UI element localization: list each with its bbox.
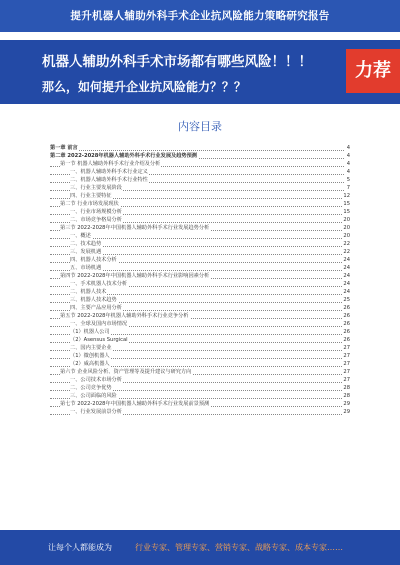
toc-entry-page: 4 [346, 145, 350, 151]
toc-entry-title: 三、发展机遇 [70, 249, 102, 255]
toc-entry-title: 一、行业发展前景分析 [70, 409, 122, 415]
toc-entry[interactable] [50, 248, 350, 256]
toc-entry-page: 26 [343, 305, 350, 311]
toc-entry-title: 第一章 前言 [50, 145, 78, 151]
toc-entry[interactable] [50, 200, 350, 208]
toc-entry[interactable] [50, 392, 350, 400]
toc-entry-page: 24 [343, 281, 350, 287]
toc-entry-page: 25 [343, 297, 350, 303]
toc-entry[interactable] [50, 184, 350, 192]
toc-entry-page: 29 [343, 401, 350, 407]
toc-entry[interactable] [50, 224, 350, 232]
toc-entry-page: 27 [343, 369, 350, 375]
toc-entry-page: 22 [343, 249, 350, 255]
toc-entry[interactable] [50, 360, 350, 368]
toc-entry[interactable] [50, 296, 350, 304]
toc-entry-title: 第六节 企业风险分析、资产管理等及提升建议与研究方向 [60, 369, 192, 375]
toc-entry-page: 24 [343, 289, 350, 295]
toc-entry-page: 7 [346, 185, 350, 191]
toc-entry[interactable] [50, 376, 350, 384]
toc-entry-page: 15 [343, 209, 350, 215]
toc-entry[interactable] [50, 288, 350, 296]
table-of-contents [50, 144, 350, 416]
toc-leader-dots [50, 232, 344, 239]
toc-entry[interactable] [50, 192, 350, 200]
toc-entry-page: 26 [343, 329, 350, 335]
toc-entry-page: 26 [343, 337, 350, 343]
toc-entry[interactable] [50, 384, 350, 392]
hero-panel [0, 40, 400, 104]
toc-entry-page: 27 [343, 345, 350, 351]
toc-entry-page: 5 [346, 177, 350, 183]
toc-entry[interactable] [50, 400, 350, 408]
toc-entry-title: 第四节 2022-2028年中国机器人辅助外科手术行业影响因素分析 [60, 273, 210, 279]
toc-entry-title: 第一节 机器人辅助外科手术行业介绍及分析 [60, 161, 161, 167]
toc-entry-page: 20 [343, 217, 350, 223]
toc-entry-page: 20 [343, 225, 350, 231]
footer-slogan: 让每个人都能成为 [48, 543, 112, 552]
toc-entry-title: （1）机器人公司 [70, 329, 110, 335]
toc-entry-page: 4 [346, 153, 350, 159]
toc-entry-page: 27 [343, 353, 350, 359]
toc-entry[interactable] [50, 144, 350, 152]
toc-entry-page: 24 [343, 257, 350, 263]
toc-entry-title: （2）威高机器人 [70, 361, 110, 367]
toc-entry-page: 4 [346, 169, 350, 175]
toc-entry[interactable] [50, 368, 350, 376]
toc-entry-title: 第五节 2022-2028年机器人辅助外科手术行业竞争分析 [60, 313, 189, 319]
toc-entry-title: 一、全球及国内市场情况 [70, 321, 128, 327]
toc-entry-title: 一、行业市场规模分析 [70, 209, 122, 215]
toc-entry[interactable] [50, 304, 350, 312]
toc-entry-title: 五、市场机遇 [70, 265, 102, 271]
toc-entry-title: 二、公司竞争优势 [70, 385, 112, 391]
footer-roles: 行业专家、管理专家、营销专家、战略专家、成本专家…… [135, 543, 343, 552]
toc-entry-title: 三、公司面临的风险 [70, 393, 117, 399]
toc-entry-page: 4 [346, 161, 350, 167]
toc-entry[interactable] [50, 312, 350, 320]
toc-entry-title: 一、概述 [70, 233, 91, 239]
toc-entry-title: 四、主要产品应用分析 [70, 305, 122, 311]
toc-entry-title: 二、国内主要企业 [70, 345, 112, 351]
toc-entry-title: 二、机器人技术 [70, 289, 107, 295]
hero-headline: 机器人辅助外科手术市场都有哪些风险！！！ [42, 54, 312, 70]
toc-entry-title: 三、行业主要发展阶段 [70, 185, 122, 191]
toc-entry[interactable] [50, 320, 350, 328]
toc-entry[interactable] [50, 352, 350, 360]
toc-entry-title: 一、公司技术市场分析 [70, 377, 122, 383]
toc-entry[interactable] [50, 240, 350, 248]
toc-entry-title: 二、市场竞争格局分析 [70, 217, 122, 223]
toc-entry-title: 一、手术机器人技术分析 [70, 281, 128, 287]
toc-entry-page: 26 [343, 313, 350, 319]
toc-entry-title: 二、机器人辅助外科手术行业特性 [70, 177, 148, 183]
toc-entry-title: 二、技术趋势 [70, 241, 102, 247]
toc-entry[interactable] [50, 256, 350, 264]
toc-entry-page: 27 [343, 361, 350, 367]
toc-entry[interactable] [50, 168, 350, 176]
toc-entry[interactable] [50, 344, 350, 352]
toc-entry-title: 第七节 2022-2028年中国机器人辅助外科手术行业发展前景预测 [60, 401, 210, 407]
recommend-stamp: 力荐 [346, 49, 400, 93]
footer-bar [0, 530, 400, 565]
toc-entry-page: 26 [343, 321, 350, 327]
toc-entry[interactable] [50, 408, 350, 416]
toc-entry-title: 四、机器人技术分析 [70, 257, 117, 263]
toc-entry[interactable] [50, 152, 350, 160]
toc-entry[interactable] [50, 176, 350, 184]
toc-entry-page: 20 [343, 233, 350, 239]
toc-entry[interactable] [50, 272, 350, 280]
toc-entry[interactable] [50, 208, 350, 216]
toc-entry-page: 28 [343, 393, 350, 399]
report-banner: 提升机器人辅助外科手术企业抗风险能力策略研究报告 [0, 0, 400, 32]
toc-leader-dots [50, 144, 344, 151]
toc-entry[interactable] [50, 336, 350, 344]
toc-entry-page: 24 [343, 265, 350, 271]
toc-entry-page: 22 [343, 241, 350, 247]
toc-entry-title: 一、机器人辅助外科手术行业定义 [70, 169, 148, 175]
toc-entry[interactable] [50, 216, 350, 224]
toc-entry-page: 24 [343, 273, 350, 279]
toc-entry[interactable] [50, 328, 350, 336]
toc-entry-title: 第二章 2022-2028年机器人辅助外科手术行业发展及趋势预测 [50, 153, 197, 159]
toc-entry[interactable] [50, 280, 350, 288]
toc-entry[interactable] [50, 160, 350, 168]
toc-entry-title: （2）Asensus Surgical [70, 337, 128, 343]
toc-entry[interactable] [50, 232, 350, 240]
toc-entry-page: 27 [343, 377, 350, 383]
toc-entry-title: 第二节 行业市场发展现状 [60, 201, 119, 207]
toc-entry[interactable] [50, 264, 350, 272]
toc-entry-title: 四、行业主要特征 [70, 193, 112, 199]
toc-title: 内容目录 [178, 120, 222, 133]
toc-entry-page: 12 [343, 193, 350, 199]
toc-entry-page: 28 [343, 385, 350, 391]
toc-entry-title: 第三节 2022-2028年中国机器人辅助外科手术行业发展趋势分析 [60, 225, 210, 231]
toc-entry-page: 29 [343, 409, 350, 415]
toc-entry-title: 三、机器人技术趋势 [70, 297, 117, 303]
hero-subheadline: 那么，如何提升企业抗风险能力？？？ [42, 80, 247, 94]
toc-entry-title: （1）微创机器人 [70, 353, 110, 359]
toc-entry-page: 15 [343, 201, 350, 207]
